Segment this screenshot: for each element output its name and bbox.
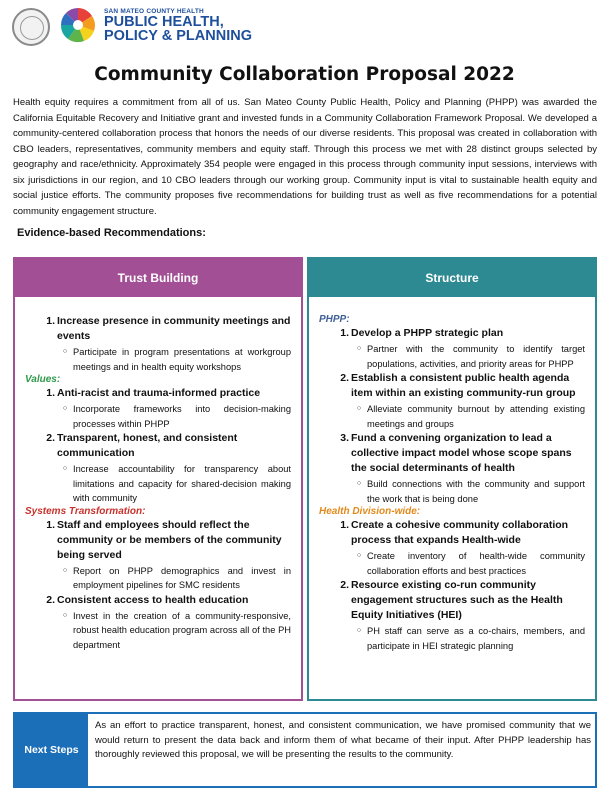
recommendation-detail	[319, 341, 585, 371]
trust-building-header: Trust Building	[15, 259, 301, 297]
bullet-icon: ○	[356, 552, 362, 559]
recommendation-title: Anti-racist and trauma-informed practice	[57, 387, 261, 399]
recommendation-detail-text: Report on PHPP demographics and invest in employment pipelines for SMC residents	[73, 565, 291, 590]
recommendation-detail-text: PH staff can serve as a co-chairs, members, and participate in HEI strategic planning	[367, 626, 585, 651]
next-steps-box	[13, 712, 597, 788]
recommendation-number: 3.	[340, 432, 349, 444]
recommendation-detail-text: Incorporate frameworks into decision-making processes within PHPP	[73, 404, 291, 429]
recommendation-title: Staff and employees should reflect the community or be members of the community being served	[57, 518, 282, 561]
intro-paragraph: Health equity requires a commitment from all of us. San Mateo County Public Health, Policy and Planning (PHPP) was awarded the California Equitable Recovery and Initiative grant and invested funds in a Community Collaboration Framework Proposal. We developed a community-centered collaboration process that honors the needs of our diverse residents. This proposal was created in collaboration with CBO leaders, representatives, community members and equity staff. Through this process we met with 28 distinct groups selected by geography and race/ethnicity. Approximately 354 people were engaged in this process through community input sessions, interviews with six jurisdictions in our region, and 10 CBO leaders through our working group. Community input is vital to sustainable health equity and social justice efforts. The community proposes five recommendations for building trust as well as five recommendations for a potential community engagement structure.	[13, 97, 597, 217]
recommendation-detail	[319, 623, 585, 653]
recommendation-detail-text: Participate in program presentations at workgroup meetings and in health equity workshops	[73, 347, 291, 372]
brand	[104, 8, 252, 43]
bullet-icon: ○	[356, 480, 362, 487]
recommendation-title: Develop a PHPP strategic plan	[351, 327, 504, 339]
bullet-icon: ○	[62, 348, 68, 355]
category-label: Health Division-wide:	[319, 506, 421, 517]
recommendation-detail	[25, 461, 291, 506]
brand-line-2: POLICY & PLANNING	[104, 28, 252, 44]
category-label: Systems Transformation:	[25, 505, 146, 517]
structure-panel	[307, 257, 597, 701]
category-label: Values:	[25, 374, 61, 385]
recommendation-number: 1.	[340, 327, 349, 339]
recommendation-detail	[25, 608, 291, 653]
recommendation-item	[25, 593, 291, 608]
bullet-icon: ○	[356, 405, 362, 412]
recommendation-detail	[319, 401, 585, 431]
next-steps-text: As an effort to practice transparent, honest, and consistent communication, we have promised community that we would return to present the data back and inform them of what became of their input. After PHPP leadership has thoroughly reviewed this proposal, we will be presenting the results to the community.	[95, 720, 591, 760]
recommendation-detail-text: Alleviate community burnout by attending existing meetings and groups	[367, 404, 585, 429]
brand-line-1: PUBLIC HEALTH,	[104, 14, 224, 30]
recommendation-number: 1.	[46, 518, 55, 531]
structure-body	[309, 297, 595, 653]
header	[12, 6, 597, 50]
next-steps-label: Next Steps	[15, 714, 88, 786]
recommendation-item	[25, 386, 291, 401]
bullet-icon: ○	[62, 405, 68, 412]
recommendation-item	[25, 314, 291, 344]
recommendation-detail-text: Partner with the community to identify target populations, activities, and priority areas for PHPP	[367, 344, 585, 369]
recommendation-item	[25, 431, 291, 461]
recommendation-item	[319, 326, 585, 341]
bullet-icon: ○	[62, 566, 68, 574]
recommendation-detail-text: Increase accountability for transparency about limitations and capacity for shared-decision making with community	[73, 464, 291, 503]
recommendation-title: Establish a consistent public health agenda item within an existing community-run group	[351, 372, 576, 399]
bullet-icon: ○	[356, 345, 362, 352]
recommendation-detail	[25, 563, 291, 593]
category-label: PHPP:	[319, 314, 350, 325]
trust-building-panel	[13, 257, 303, 701]
county-seal-icon	[12, 8, 50, 46]
bullet-icon: ○	[62, 611, 68, 619]
recommendation-item	[319, 431, 585, 476]
bullet-icon: ○	[62, 465, 68, 472]
recommendation-title: Fund a convening organization to lead a collective impact model whose scope spans the social determinants of health	[351, 432, 572, 474]
recommendation-item	[319, 371, 585, 401]
evidence-heading: Evidence-based Recommendations:	[17, 227, 206, 239]
recommendation-detail	[319, 548, 585, 578]
page-title: Community Collaboration Proposal 2022	[94, 64, 515, 85]
recommendation-number: 1.	[46, 315, 55, 327]
recommendation-title: Consistent access to health education	[57, 593, 249, 606]
recommendation-item	[25, 518, 291, 563]
recommendation-detail-text: Create inventory of health-wide community collaboration efforts and best practices	[367, 551, 585, 576]
recommendation-detail	[25, 344, 291, 374]
structure-header: Structure	[309, 259, 595, 297]
recommendation-number: 2.	[340, 372, 349, 384]
recommendation-title: Increase presence in community meetings and events	[57, 315, 291, 342]
recommendation-title: Resource existing co-run community engagement structures such as the Health Equity Initiatives (HEI)	[351, 579, 563, 621]
recommendation-number: 2.	[340, 579, 349, 591]
recommendation-number: 1.	[340, 519, 349, 531]
recommendation-number: 2.	[46, 593, 55, 606]
recommendation-title: Transparent, honest, and consistent communication	[57, 432, 238, 459]
recommendation-item	[319, 578, 585, 623]
recommendation-item	[319, 518, 585, 548]
recommendation-number: 2.	[46, 432, 55, 444]
recommendation-number: 1.	[46, 387, 55, 399]
trust-building-body	[15, 297, 301, 652]
brand-small: SAN MATEO COUNTY HEALTH	[104, 8, 204, 15]
recommendation-title: Create a cohesive community collaboration process that expands Health-wide	[351, 519, 569, 546]
recommendation-detail-text: Invest in the creation of a community-responsive, robust health education program across all of the PH department	[73, 610, 291, 650]
recommendation-detail-text: Build connections with the community and support the work that is being done	[367, 479, 585, 504]
phpp-logo-icon	[60, 7, 96, 43]
bullet-icon: ○	[356, 627, 362, 634]
recommendation-detail	[25, 401, 291, 431]
recommendation-detail	[319, 476, 585, 506]
